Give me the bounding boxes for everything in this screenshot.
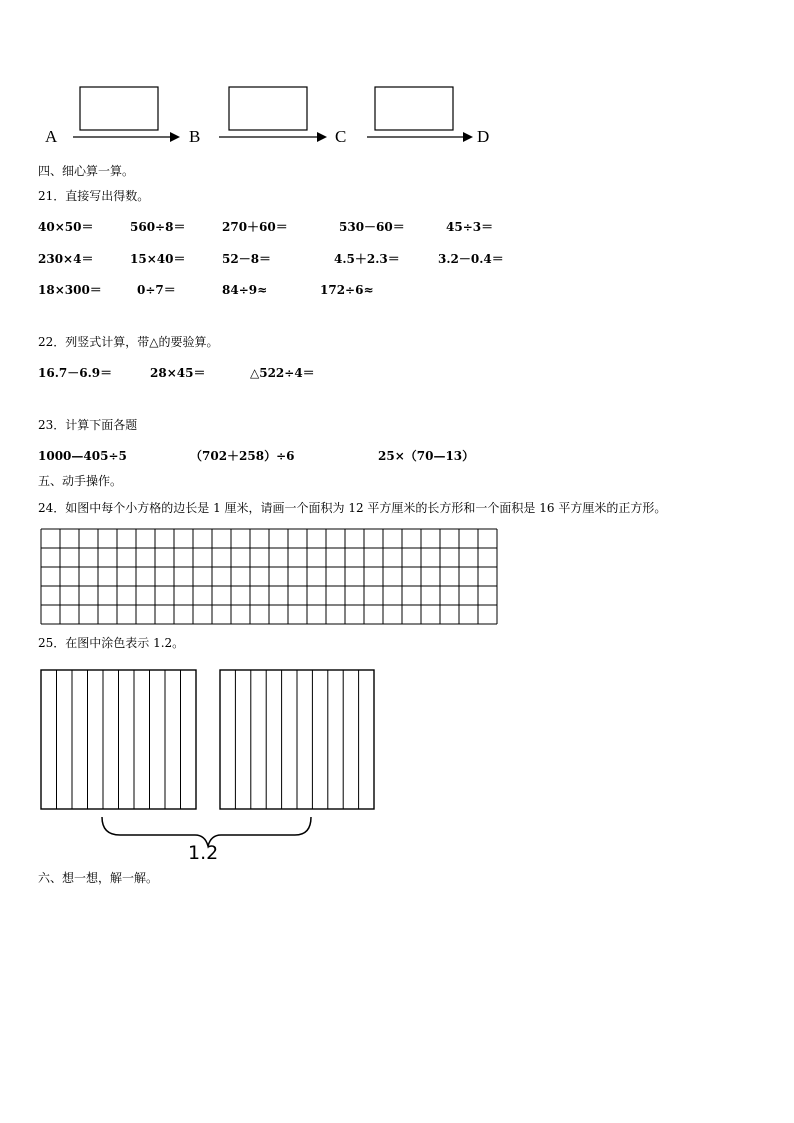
q21-item: 45÷3＝ <box>446 220 494 234</box>
answer-box-1[interactable] <box>80 87 158 130</box>
answer-box-3[interactable] <box>375 87 453 130</box>
q23-item: 25×（70—13） <box>378 449 475 463</box>
section-five-heading: 五、动手操作。 <box>38 474 123 488</box>
q21-item: 230×4＝ <box>38 252 94 266</box>
square-grid[interactable] <box>40 528 496 624</box>
q21-title: 21．直接写出得数。 <box>38 189 150 203</box>
flow-node-b: B <box>189 127 201 146</box>
q21-item: 4.5＋2.3＝ <box>334 252 400 266</box>
q24-title: 24．如图中每个小方格的边长是 1 厘米，请画一个面积为 12 平方厘米的长方形和一个面积是 16 平方厘米的正方形。 <box>38 501 667 515</box>
q21-item: 560÷8＝ <box>130 220 186 234</box>
flow-diagram <box>0 0 794 160</box>
q22-title: 22．列竖式计算，带△的要验算。 <box>38 335 219 349</box>
section-six-heading: 六、想一想，解一解。 <box>38 871 159 885</box>
q21-item: 40×50＝ <box>38 220 94 234</box>
q21-item: 530－60＝ <box>339 220 405 234</box>
q22-item: 28×45＝ <box>150 366 206 380</box>
q22-item: △522÷4＝ <box>250 366 315 380</box>
q22-item: 16.7－6.9＝ <box>38 366 113 380</box>
decimal-strip-figure <box>0 660 400 860</box>
strip-rectangle-left[interactable] <box>41 670 196 809</box>
flow-node-c: C <box>335 127 347 146</box>
q21-item: 52－8＝ <box>222 252 272 266</box>
q21-item: 0÷7＝ <box>137 283 176 297</box>
brace-label: 1.2 <box>188 842 219 864</box>
flow-node-d: D <box>477 127 490 146</box>
q21-item: 172÷6≈ <box>320 283 374 297</box>
arrow-head-3 <box>463 132 473 142</box>
q21-item: 270＋60＝ <box>222 220 288 234</box>
q23-item: （702＋258）÷6 <box>190 449 295 463</box>
q21-item: 3.2－0.4＝ <box>438 252 504 266</box>
q21-item: 15×40＝ <box>130 252 186 266</box>
q25-title: 25．在图中涂色表示 1.2。 <box>38 636 185 650</box>
q21-item: 18×300＝ <box>38 283 102 297</box>
section-four-heading: 四、细心算一算。 <box>38 164 135 178</box>
strip-rectangle-right[interactable] <box>220 670 374 809</box>
arrow-head-1 <box>170 132 180 142</box>
flow-node-a: A <box>45 127 58 146</box>
q23-item: 1000—405÷5 <box>38 449 127 463</box>
arrow-head-2 <box>317 132 327 142</box>
q21-item: 84÷9≈ <box>222 283 268 297</box>
q23-title: 23．计算下面各题 <box>38 418 138 432</box>
answer-box-2[interactable] <box>229 87 307 130</box>
